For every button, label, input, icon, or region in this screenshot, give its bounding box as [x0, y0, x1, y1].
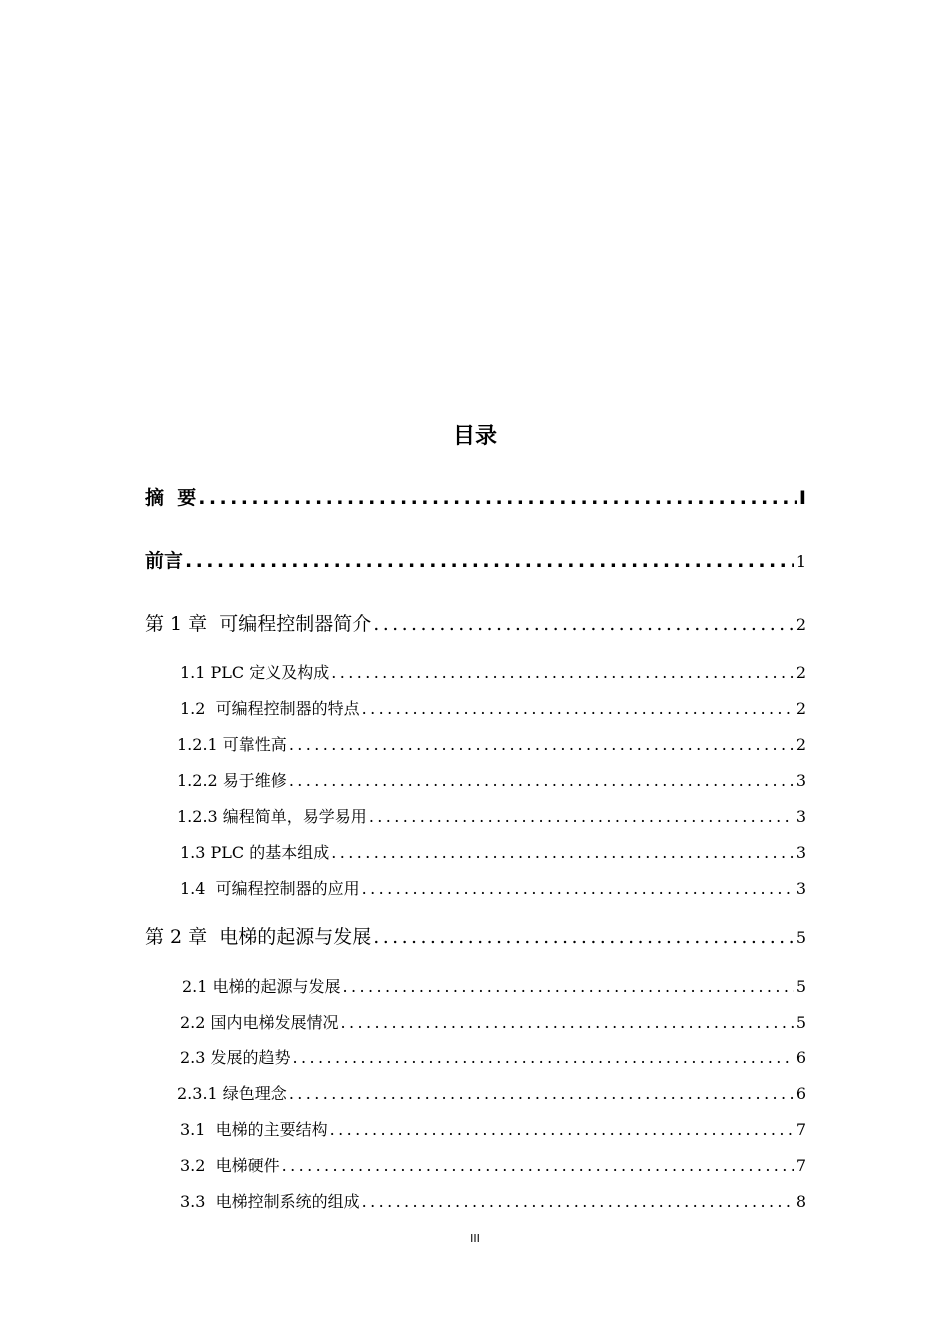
toc-entry-page: 2 [795, 735, 806, 754]
toc-leader [293, 1048, 794, 1067]
toc-entry-page: 3 [795, 879, 806, 898]
toc-entry-page: 2 [795, 615, 806, 634]
toc-leader [289, 1084, 794, 1103]
page-title: 目录 [452, 424, 497, 449]
toc-entry-1-2-3[interactable] [177, 804, 806, 827]
toc-entry-label: 第 1 章 可编程控制器简介 [145, 613, 372, 635]
toc-entry-label: 摘 要 [145, 487, 197, 509]
toc-entry-1-2-1[interactable] [177, 732, 806, 755]
toc-leader [362, 1192, 794, 1211]
toc-entry-label: 1.4 可编程控制器的应用 [180, 879, 360, 898]
toc-leader [185, 550, 794, 572]
toc-entry-page: 2 [795, 699, 806, 718]
toc-entry-label: 1.2.2 易于维修 [177, 771, 287, 790]
toc-leader [341, 1013, 794, 1032]
toc-leader [373, 613, 794, 635]
toc-leader [343, 977, 794, 996]
toc-leader [331, 663, 794, 682]
toc-entry-page: 3 [795, 771, 806, 790]
toc-entry-label: 1.1 PLC 定义及构成 [180, 663, 330, 682]
toc-entry-label: 2.1 电梯的起源与发展 [182, 977, 341, 996]
toc-entry-label: 3.2 电梯硬件 [180, 1156, 280, 1175]
toc-entry-abstract[interactable] [145, 483, 806, 510]
toc-entry-2-3-1[interactable] [177, 1081, 806, 1104]
toc-entry-1-3[interactable] [180, 840, 806, 863]
toc-entry-page: I [798, 487, 806, 509]
toc-entry-label: 2.3.1 绿色理念 [177, 1084, 287, 1103]
toc-entry-3-2[interactable] [180, 1153, 806, 1176]
toc-entry-page: 5 [795, 977, 806, 996]
toc-entry-label: 2.3 发展的趋势 [180, 1048, 291, 1067]
toc-entry-label: 第 2 章 电梯的起源与发展 [145, 926, 372, 948]
toc-entry-label: 3.3 电梯控制系统的组成 [180, 1192, 360, 1211]
toc-entry-label: 1.2 可编程控制器的特点 [180, 699, 360, 718]
toc-entry-page: 8 [795, 1192, 806, 1211]
toc-entry-1-4[interactable] [180, 876, 806, 899]
toc-entry-label: 3.1 电梯的主要结构 [180, 1120, 328, 1139]
toc-entry-page: 6 [795, 1048, 806, 1067]
toc-entry-preface[interactable] [145, 546, 806, 573]
toc-entry-3-3[interactable] [180, 1189, 806, 1212]
toc-entry-page: 3 [795, 807, 806, 826]
toc-leader [362, 879, 794, 898]
toc-leader [331, 843, 794, 862]
toc-entry-chapter-1[interactable] [145, 609, 806, 636]
toc-entry-page: 7 [795, 1120, 806, 1139]
toc-entry-2-2[interactable] [180, 1010, 806, 1033]
toc-leader [289, 735, 794, 754]
toc-entry-page: 5 [795, 928, 806, 947]
toc-leader [373, 926, 794, 948]
toc-entry-page: 6 [795, 1084, 806, 1103]
toc-entry-page: 3 [795, 843, 806, 862]
toc-entry-label: 前言 [145, 550, 184, 572]
toc-leader [369, 807, 794, 826]
toc-entry-page: 7 [795, 1156, 806, 1175]
toc-entry-chapter-2[interactable] [145, 922, 806, 949]
toc-entry-label: 1.2.3 编程简单，易学易用 [177, 807, 367, 826]
toc-entry-1-1[interactable] [180, 660, 806, 683]
toc-leader [330, 1120, 794, 1139]
toc-leader [282, 1156, 794, 1175]
toc-leader [198, 487, 797, 509]
toc-entry-1-2[interactable] [180, 696, 806, 719]
footer-page-number: III [470, 1232, 480, 1245]
toc-entry-2-3[interactable] [180, 1045, 806, 1068]
toc-entry-label: 1.3 PLC 的基本组成 [180, 843, 330, 862]
toc-entry-label: 2.2 国内电梯发展情况 [180, 1013, 339, 1032]
toc-entry-2-1[interactable] [182, 974, 806, 997]
toc-entry-label: 1.2.1 可靠性高 [177, 735, 287, 754]
toc-entry-1-2-2[interactable] [177, 768, 806, 791]
toc-leader [362, 699, 794, 718]
toc-entry-page: 5 [795, 1013, 806, 1032]
toc-leader [289, 771, 794, 790]
toc-entry-3-1[interactable] [180, 1117, 806, 1140]
toc-entry-page: 2 [795, 663, 806, 682]
toc-entry-page: 1 [795, 552, 806, 571]
